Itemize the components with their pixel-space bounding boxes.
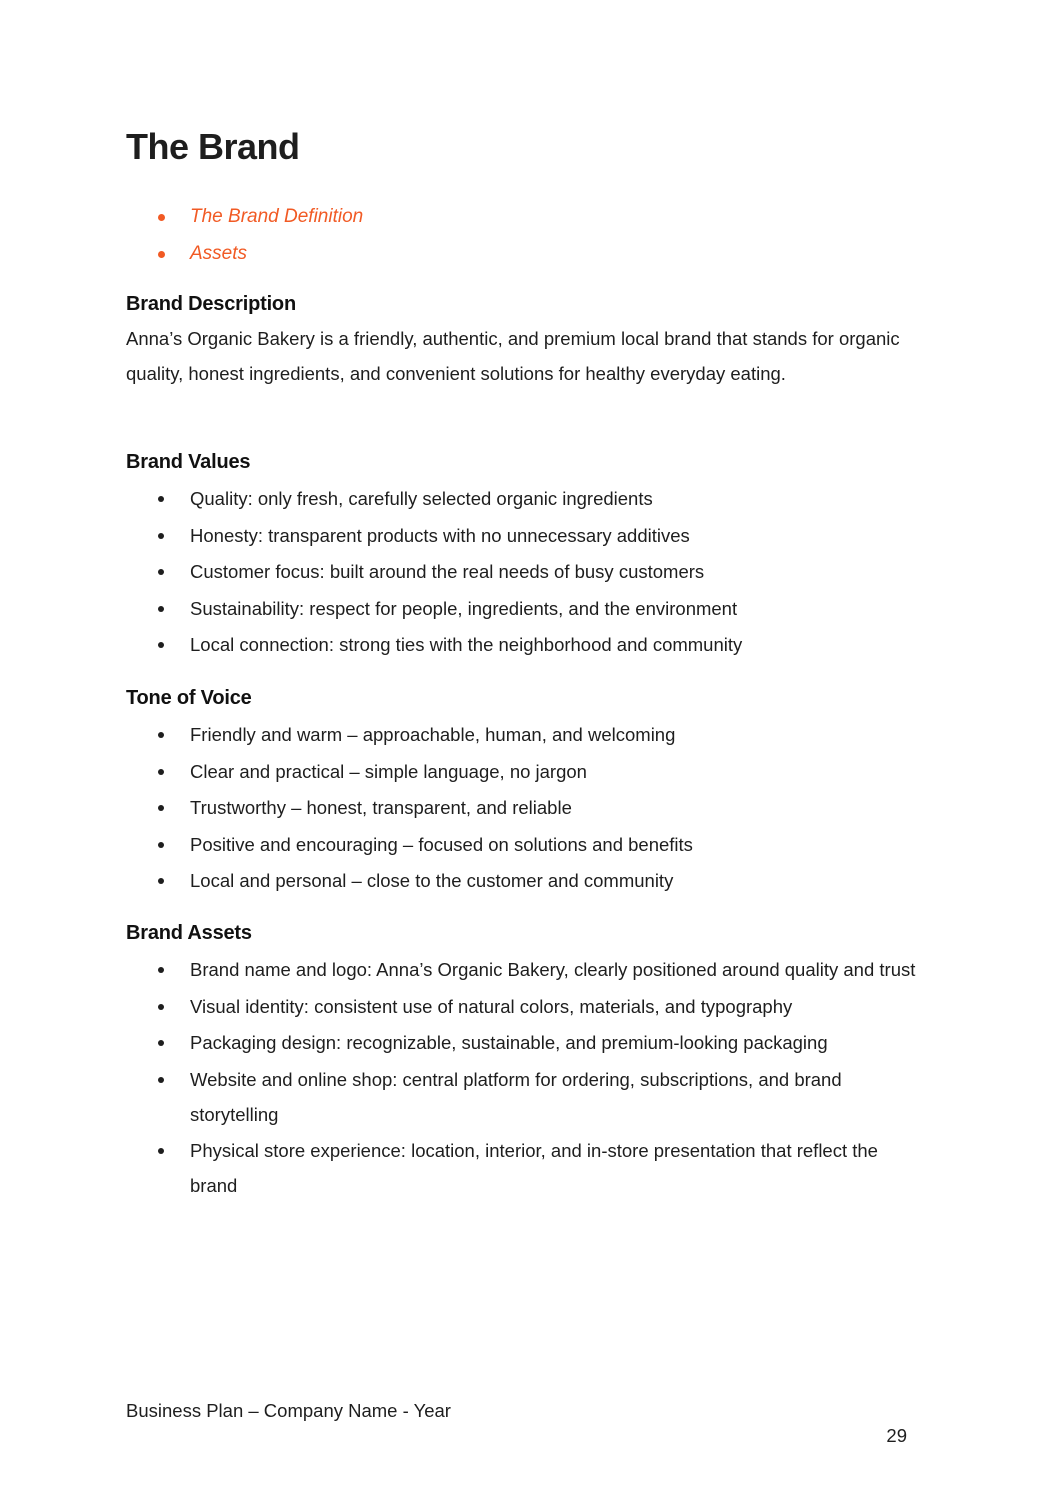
bullet-icon: [158, 496, 164, 502]
tone-of-voice-list: [126, 717, 926, 898]
bullet-icon: [158, 769, 164, 775]
toc-link-brand-definition[interactable]: [126, 200, 363, 237]
list-item-text: Positive and encouraging – focused on solutions and benefits: [190, 833, 693, 855]
page-number: 29: [886, 1425, 907, 1446]
toc-list: [126, 200, 363, 274]
list-item-text: Sustainability: respect for people, ingredients, and the environment: [190, 597, 738, 619]
bullet-icon: [158, 842, 164, 848]
list-item: [126, 554, 926, 589]
list-item: [126, 1025, 926, 1060]
section-brand-description: [126, 289, 926, 391]
bullet-icon: [158, 805, 164, 811]
toc-link-assets[interactable]: [126, 237, 363, 274]
section-heading: Brand Values: [126, 451, 251, 473]
section-tone-of-voice: [126, 683, 926, 900]
bullet-icon: [158, 251, 165, 258]
footer-text: Business Plan – Company Name - Year: [126, 1400, 451, 1421]
list-item: [126, 1133, 926, 1203]
section-heading: Brand Description: [126, 293, 296, 315]
bullet-icon: [158, 1077, 164, 1083]
list-item-text: Quality: only fresh, carefully selected organic ingredients: [190, 488, 653, 509]
brand-assets-list: [126, 952, 926, 1203]
list-item: [126, 518, 926, 553]
list-item: [126, 754, 926, 789]
list-item: [126, 790, 926, 825]
bullet-icon: [158, 967, 164, 973]
list-item-text: Website and online shop: central platform for ordering, subscriptions, and brand storytelling: [190, 1068, 842, 1125]
bullet-icon: [158, 732, 164, 738]
section-brand-assets: [126, 918, 926, 1205]
list-item-text: Packaging design: recognizable, sustainable, and premium-looking packaging: [190, 1032, 828, 1054]
section-heading: Brand Assets: [126, 922, 252, 944]
list-item-text: Trustworthy – honest, transparent, and reliable: [190, 797, 572, 819]
bullet-icon: [158, 1004, 164, 1010]
list-item-text: Friendly and warm – approachable, human, and welcoming: [190, 724, 676, 745]
toc-link-label[interactable]: The Brand Definition: [190, 206, 364, 227]
list-item: [126, 863, 926, 898]
list-item: [126, 481, 926, 516]
list-item-text: Local connection: strong ties with the neighborhood and community: [190, 634, 743, 656]
bullet-icon: [158, 1148, 164, 1154]
section-brand-values: [126, 447, 926, 664]
bullet-icon: [158, 606, 164, 612]
list-item: [126, 1062, 926, 1132]
list-item: [126, 591, 926, 626]
section-heading: Tone of Voice: [126, 687, 252, 709]
list-item-text: Clear and practical – simple language, no jargon: [190, 760, 587, 782]
list-item-text: Local and personal – close to the customer and community: [190, 870, 674, 892]
page-title: The Brand: [126, 126, 300, 167]
bullet-icon: [158, 642, 164, 648]
list-item-text: Visual identity: consistent use of natural colors, materials, and typography: [190, 995, 793, 1017]
bullet-icon: [158, 533, 164, 539]
list-item: [126, 627, 926, 662]
list-item-text: Brand name and logo: Anna’s Organic Bakery, clearly positioned around quality and trust: [190, 959, 916, 980]
toc-link-label[interactable]: Assets: [190, 243, 248, 264]
bullet-icon: [158, 214, 165, 221]
bullet-icon: [158, 569, 164, 575]
list-item: [126, 717, 926, 752]
list-item-text: Honesty: transparent products with no unnecessary additives: [190, 524, 690, 546]
list-item: [126, 827, 926, 862]
list-item-text: Physical store experience: location, interior, and in-store presentation that reflect the brand: [190, 1140, 878, 1197]
list-item-text: Customer focus: built around the real needs of busy customers: [190, 561, 705, 583]
bullet-icon: [158, 1040, 164, 1046]
bullet-icon: [158, 878, 164, 884]
list-item: [126, 952, 926, 987]
list-item: [126, 989, 926, 1024]
brand-values-list: [126, 481, 926, 662]
brand-description-text: Anna’s Organic Bakery is a friendly, authentic, and premium local brand that stands for organic quality, honest ingredients, and convenient solutions for healthy everyday eating.: [126, 328, 900, 384]
